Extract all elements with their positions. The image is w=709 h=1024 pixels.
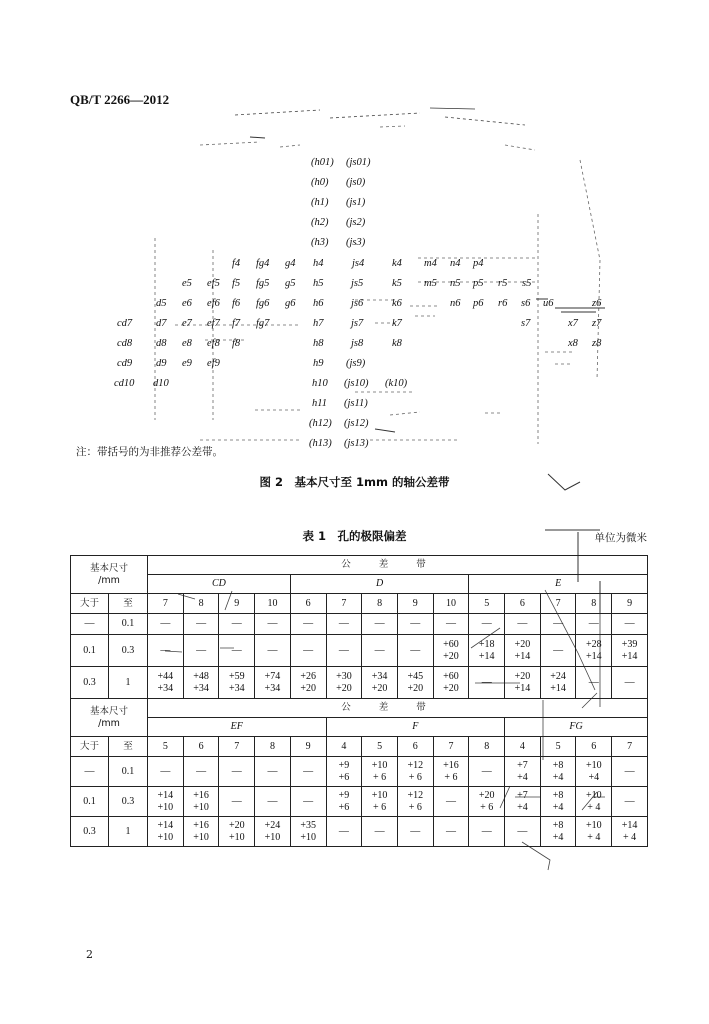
deviation-cell: — xyxy=(469,757,505,787)
zone-group-row xyxy=(71,718,648,737)
zone-group: FG xyxy=(505,718,648,737)
tolerance-zone-label: g5 xyxy=(285,277,296,289)
tolerance-zone-label: (js9) xyxy=(346,358,366,369)
grade-cell: 5 xyxy=(362,737,398,757)
deviation-cell: +44 +34 xyxy=(148,667,184,699)
tolerance-zone-label: e6 xyxy=(182,297,192,309)
tolerance-zone-label: (js10) xyxy=(344,378,369,390)
tolerance-zone-label: (js01) xyxy=(346,157,371,168)
tolerance-zone-label: d10 xyxy=(153,378,169,390)
standard-code: QB/T 2266—2012 xyxy=(70,92,170,107)
grade-cell: 6 xyxy=(183,737,219,757)
grade-cell: 5 xyxy=(540,737,576,757)
table-row xyxy=(71,667,648,699)
deviation-cell: — xyxy=(219,614,255,635)
size-upto-cell: 0.1 xyxy=(109,614,148,635)
deviation-cell: +9 +6 xyxy=(326,757,362,787)
deviation-cell: — xyxy=(397,614,433,635)
deviation-cell: — xyxy=(255,614,291,635)
deviation-cell: +12 + 6 xyxy=(397,757,433,787)
tolerance-zone-label: f7 xyxy=(232,317,241,329)
figure-guide-lines xyxy=(155,108,600,444)
tolerance-zone-label: g4 xyxy=(285,257,296,269)
deviation-cell: — xyxy=(433,817,469,847)
tolerance-zone-label: ef5 xyxy=(207,277,220,289)
deviation-cell: — xyxy=(183,757,219,787)
tolerance-zone-label: m5 xyxy=(424,277,437,289)
deviation-cell: — xyxy=(540,635,576,667)
tolerance-zone-label: (k10) xyxy=(385,378,408,390)
tolerance-zone-label: k5 xyxy=(392,277,402,289)
deviation-cell: — xyxy=(148,614,184,635)
tolerance-zone-label: (h13) xyxy=(309,438,332,450)
tolerance-zone-label: x8 xyxy=(568,337,578,349)
tolerance-zone-label: n4 xyxy=(450,257,461,269)
tolerance-zone-label: f4 xyxy=(232,257,241,269)
tolerance-zone-label: (h12) xyxy=(309,418,332,430)
grade-cell: 7 xyxy=(326,594,362,614)
deviation-cell: — xyxy=(148,757,184,787)
deviation-cell: — xyxy=(326,614,362,635)
deviation-cell: +18 +14 xyxy=(469,635,505,667)
grade-cell: 7 xyxy=(148,594,184,614)
tolerance-zone-label: cd7 xyxy=(117,317,133,329)
tolerance-zone-label: m4 xyxy=(424,257,437,269)
tolerance-zone-label: d9 xyxy=(156,358,167,369)
grade-row xyxy=(71,737,648,757)
deviation-cell: — xyxy=(505,614,541,635)
tolerance-zone-label: d7 xyxy=(156,317,167,329)
deviation-cell: +48 +34 xyxy=(183,667,219,699)
deviation-cell: +39 +14 xyxy=(612,635,648,667)
tolerance-zone-label: p5 xyxy=(473,277,484,289)
figure-note: 注：带括号的为非推荐公差带。 xyxy=(76,446,223,458)
tolerance-table-part1 xyxy=(70,555,648,699)
deviation-cell: — xyxy=(148,635,184,667)
tolerance-zone-label: k4 xyxy=(392,257,402,269)
grade-cell: 10 xyxy=(433,594,469,614)
tolerance-zone-label: f6 xyxy=(232,297,241,309)
tolerance-zone-label: d8 xyxy=(156,337,167,349)
tolerance-zone-label: k6 xyxy=(392,297,402,309)
tolerance-zone-label: js6 xyxy=(351,297,364,309)
table-unit-note: 单位为微米 xyxy=(594,532,647,544)
deviation-cell: — xyxy=(433,787,469,817)
upto-header: 至 xyxy=(109,737,148,757)
deviation-cell: +12 + 6 xyxy=(397,787,433,817)
tolerance-zone-label: (h1) xyxy=(311,197,329,209)
tolerance-zone-label: f8 xyxy=(232,337,241,349)
tolerance-zone-label: (h0) xyxy=(311,177,329,189)
tolerance-zone-label: e8 xyxy=(182,337,192,349)
deviation-cell: — xyxy=(290,787,326,817)
tolerance-zone-label: e9 xyxy=(182,358,192,369)
zone-group: D xyxy=(290,575,469,594)
tolerance-zone-label: x7 xyxy=(568,317,578,329)
tolerance-zone-label: f5 xyxy=(232,277,241,289)
deviation-cell: +24 +10 xyxy=(255,817,291,847)
grade-row xyxy=(71,594,648,614)
size-over-cell: 0.1 xyxy=(71,635,109,667)
tolerance-zone-label: fg5 xyxy=(256,277,270,289)
deviation-cell: — xyxy=(612,787,648,817)
grade-cell: 8 xyxy=(255,737,291,757)
tolerance-zone-label: fg4 xyxy=(256,257,270,269)
tolerance-zone-label: e7 xyxy=(182,317,192,329)
size-over-cell: 0.3 xyxy=(71,817,109,847)
deviation-cell: — xyxy=(255,635,291,667)
tolerance-zone-label: p6 xyxy=(473,297,484,309)
tolerance-zone-label: h9 xyxy=(313,358,324,369)
size-upto-cell: 1 xyxy=(109,667,148,699)
deviation-cell: +8 +4 xyxy=(540,787,576,817)
deviation-cell: — xyxy=(255,757,291,787)
tolerance-zone-label: (js1) xyxy=(346,197,366,209)
tolerance-zone-label: ef8 xyxy=(207,337,220,349)
deviation-cell: +10 + 6 xyxy=(362,787,398,817)
grade-cell: 8 xyxy=(183,594,219,614)
deviation-cell: +35 +10 xyxy=(290,817,326,847)
tolerance-zone-label: cd9 xyxy=(117,358,133,369)
deviation-cell: — xyxy=(362,614,398,635)
deviation-cell: +20 +10 xyxy=(219,817,255,847)
tolerance-zone-label: h11 xyxy=(312,398,327,410)
grade-cell: 6 xyxy=(397,737,433,757)
deviation-cell: +34 +20 xyxy=(362,667,398,699)
tolerance-zone-label: s6 xyxy=(521,297,531,309)
deviation-cell: +10 + 4 xyxy=(576,787,612,817)
deviation-cell: — xyxy=(612,667,648,699)
tolerance-zone-label: z7 xyxy=(592,317,602,329)
tolerance-zone-label: (js3) xyxy=(346,237,366,249)
deviation-cell: — xyxy=(612,757,648,787)
tolerance-zone-label: (h2) xyxy=(311,217,329,229)
grade-cell: 10 xyxy=(255,594,291,614)
tolerance-zone-label: (h01) xyxy=(311,157,334,168)
tolerance-zone-label: fg7 xyxy=(256,317,270,329)
grade-cell: 9 xyxy=(612,594,648,614)
deviation-cell: +10 +4 xyxy=(576,757,612,787)
over-header: 大于 xyxy=(71,594,109,614)
deviation-cell: — xyxy=(397,635,433,667)
deviation-cell: — xyxy=(362,635,398,667)
deviation-cell: +60 +20 xyxy=(433,635,469,667)
tolerance-zone-label: s7 xyxy=(521,317,531,329)
tolerance-zone-label: u6 xyxy=(543,297,554,309)
grade-cell: 4 xyxy=(326,737,362,757)
tolerance-zone-label: js8 xyxy=(351,337,364,349)
deviation-cell: +30 +20 xyxy=(326,667,362,699)
deviation-cell: — xyxy=(612,614,648,635)
deviation-cell: +8 +4 xyxy=(540,817,576,847)
tolerance-zone-label: (js0) xyxy=(346,177,366,189)
table-row xyxy=(71,614,648,635)
deviation-cell: — xyxy=(255,787,291,817)
grade-cell: 9 xyxy=(397,594,433,614)
deviation-cell: — xyxy=(183,614,219,635)
tolerance-zone-label: z6 xyxy=(592,297,602,309)
tolerance-zone-label: h5 xyxy=(313,277,324,289)
grade-cell: 8 xyxy=(362,594,398,614)
tolerance-zone-label: js5 xyxy=(351,277,364,289)
tolerance-zone-label: p4 xyxy=(473,257,484,269)
tolerance-zone-label: (h3) xyxy=(311,237,329,249)
grade-cell: 7 xyxy=(612,737,648,757)
tolerance-zone-label: h7 xyxy=(313,317,324,329)
zone-group: F xyxy=(326,718,505,737)
deviation-cell: +7 +4 xyxy=(505,787,541,817)
size-header: 基本尺寸 /mm xyxy=(71,556,148,594)
table-row xyxy=(71,757,648,787)
deviation-cell: +14 + 4 xyxy=(612,817,648,847)
deviation-cell: +16 + 6 xyxy=(433,757,469,787)
figure-caption: 图 2 基本尺寸至 1mm 的轴公差带 xyxy=(259,475,450,489)
deviation-cell: — xyxy=(326,635,362,667)
size-over-cell: — xyxy=(71,757,109,787)
tolerance-zone-label: (js13) xyxy=(344,438,369,450)
deviation-cell: +9 +6 xyxy=(326,787,362,817)
tolerance-zone-label: ef9 xyxy=(207,358,220,369)
deviation-cell: +14 +10 xyxy=(148,787,184,817)
tolerance-zone-label: g6 xyxy=(285,297,296,309)
deviation-cell: +60 +20 xyxy=(433,667,469,699)
zone-group: E xyxy=(469,575,648,594)
grade-cell: 4 xyxy=(505,737,541,757)
deviation-cell: +20 +14 xyxy=(505,635,541,667)
deviation-cell: +45 +20 xyxy=(397,667,433,699)
grade-cell: 8 xyxy=(469,737,505,757)
deviation-cell: — xyxy=(219,635,255,667)
tolerance-zone-label: h6 xyxy=(313,297,324,309)
tolerance-zone-label: h4 xyxy=(313,257,324,269)
deviation-cell: — xyxy=(469,817,505,847)
tolerance-zone-label: n5 xyxy=(450,277,461,289)
deviation-cell: — xyxy=(290,614,326,635)
deviation-cell: — xyxy=(326,817,362,847)
tolerance-zone-label: n6 xyxy=(450,297,461,309)
deviation-cell: — xyxy=(397,817,433,847)
deviation-cell: — xyxy=(469,667,505,699)
deviation-cell: +20 +14 xyxy=(505,667,541,699)
deviation-cell: +10 + 6 xyxy=(362,757,398,787)
tolerance-band-header: 公差带 xyxy=(148,699,648,718)
deviation-cell: — xyxy=(505,817,541,847)
grade-cell: 7 xyxy=(433,737,469,757)
table-row xyxy=(71,787,648,817)
zone-group: EF xyxy=(148,718,327,737)
size-upto-cell: 0.1 xyxy=(109,757,148,787)
grade-cell: 8 xyxy=(576,594,612,614)
size-over-cell: 0.1 xyxy=(71,787,109,817)
deviation-cell: — xyxy=(433,614,469,635)
size-over-cell: 0.3 xyxy=(71,667,109,699)
tolerance-zone-label: k8 xyxy=(392,337,402,349)
deviation-cell: — xyxy=(540,614,576,635)
page-number: 2 xyxy=(86,948,93,961)
tolerance-zone-label: (js11) xyxy=(344,398,368,410)
tolerance-zone-label: r6 xyxy=(498,297,508,309)
tolerance-zone-label: js4 xyxy=(352,257,365,269)
deviation-cell: — xyxy=(183,635,219,667)
grade-cell: 9 xyxy=(290,737,326,757)
zone-group: CD xyxy=(148,575,291,594)
tolerance-zone-label: h10 xyxy=(312,378,328,390)
tolerance-zone-label: cd8 xyxy=(117,337,133,349)
table-row xyxy=(71,635,648,667)
over-header: 大于 xyxy=(71,737,109,757)
tolerance-band-header: 公差带 xyxy=(148,556,648,575)
deviation-cell: — xyxy=(219,787,255,817)
deviation-cell: +8 +4 xyxy=(540,757,576,787)
deviation-cell: — xyxy=(290,635,326,667)
tolerance-zone-label: e5 xyxy=(182,277,192,289)
deviation-cell: +20 + 6 xyxy=(469,787,505,817)
deviation-cell: — xyxy=(576,667,612,699)
size-upto-cell: 0.3 xyxy=(109,787,148,817)
tolerance-zone-label: js7 xyxy=(351,317,364,329)
tolerance-table-part2 xyxy=(70,698,648,847)
deviation-cell: +7 +4 xyxy=(505,757,541,787)
grade-cell: 6 xyxy=(505,594,541,614)
grade-cell: 9 xyxy=(219,594,255,614)
tolerance-zone-label: d5 xyxy=(156,297,167,309)
tolerance-zone-label: h8 xyxy=(313,337,324,349)
deviation-cell: — xyxy=(469,614,505,635)
grade-cell: 5 xyxy=(148,737,184,757)
grade-cell: 5 xyxy=(469,594,505,614)
tolerance-zone-label: s5 xyxy=(522,277,532,289)
tolerance-zone-label: k7 xyxy=(392,317,402,329)
table-row xyxy=(71,817,648,847)
size-upto-cell: 1 xyxy=(109,817,148,847)
table-caption: 表 1 孔的极限偏差 xyxy=(302,529,407,543)
deviation-cell: +74 +34 xyxy=(255,667,291,699)
zone-group-row xyxy=(71,575,648,594)
deviation-cell: +14 +10 xyxy=(148,817,184,847)
size-upto-cell: 0.3 xyxy=(109,635,148,667)
tolerance-zone-label: (js12) xyxy=(344,418,369,430)
tolerance-zone-label: (js2) xyxy=(346,217,366,229)
size-over-cell: — xyxy=(71,614,109,635)
grade-cell: 6 xyxy=(576,737,612,757)
deviation-cell: +26 +20 xyxy=(290,667,326,699)
tolerance-zone-label: cd10 xyxy=(114,378,135,390)
deviation-cell: +10 + 4 xyxy=(576,817,612,847)
grade-cell: 7 xyxy=(540,594,576,614)
deviation-cell: — xyxy=(576,614,612,635)
deviation-cell: +24 +14 xyxy=(540,667,576,699)
tolerance-zone-label: ef7 xyxy=(207,317,220,329)
deviation-cell: +59 +34 xyxy=(219,667,255,699)
deviation-cell: — xyxy=(290,757,326,787)
size-header: 基本尺寸 /mm xyxy=(71,699,148,737)
tolerance-zone-label: fg6 xyxy=(256,297,270,309)
tolerance-zone-label: z8 xyxy=(592,337,602,349)
tolerance-zone-label: r5 xyxy=(498,277,508,289)
upto-header: 至 xyxy=(109,594,148,614)
deviation-cell: — xyxy=(219,757,255,787)
deviation-cell: +16 +10 xyxy=(183,787,219,817)
deviation-cell: — xyxy=(362,817,398,847)
grade-cell: 7 xyxy=(219,737,255,757)
grade-cell: 6 xyxy=(290,594,326,614)
deviation-cell: +16 +10 xyxy=(183,817,219,847)
tolerance-zone-label: ef6 xyxy=(207,297,220,309)
deviation-cell: +28 +14 xyxy=(576,635,612,667)
